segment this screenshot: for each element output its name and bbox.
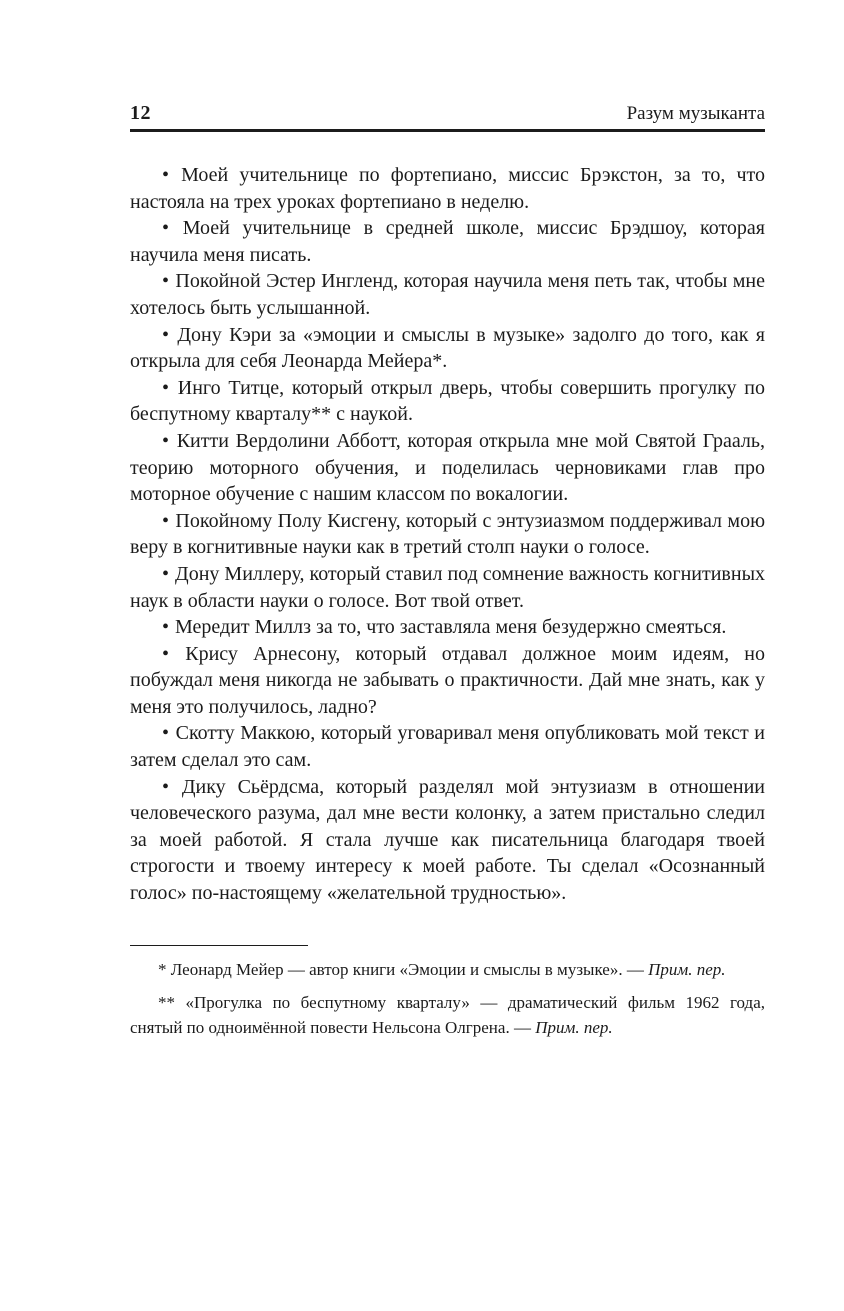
footnote-marker: * bbox=[158, 959, 167, 979]
dedication-text: Мередит Миллз за то, что заставляла меня безудержно смеяться. bbox=[175, 616, 727, 639]
bullet-icon: • bbox=[162, 775, 170, 798]
dedication-item bbox=[130, 268, 765, 321]
bullet-icon: • bbox=[162, 722, 170, 745]
bullet-icon: • bbox=[162, 164, 170, 186]
footnote bbox=[130, 958, 765, 983]
footnote-marker: ** bbox=[158, 993, 175, 1013]
dedication-item bbox=[130, 508, 765, 561]
dedication-text: Дику Сьёрдсма, который разделял мой энтузиазм в отношении человеческого разума, дал мне вести колонку, а затем пристально следил за моей работой. Я стала лучше как писательница благодаря твоей строгости и твоему интересу к моей работе. Ты сделал «Осознанный голос» по-настоящему «желательной трудностью». bbox=[130, 775, 765, 905]
page-header bbox=[130, 100, 765, 127]
dedication-item bbox=[130, 162, 765, 215]
dedication-text: Китти Вердолини Абботт, которая открыла мне мой Святой Грааль, теорию моторного обучения, и поделилась черновиками глав про моторное обучение с нашим классом по вокалогии. bbox=[130, 429, 766, 506]
bullet-icon: • bbox=[162, 429, 170, 452]
bullet-icon: • bbox=[162, 509, 170, 532]
page-number: 12 bbox=[130, 102, 151, 124]
dedication-text: Моей учительнице по фортепиано, миссис Брэкстон, за то, что настояла на трех уроках фортепиано в неделю. bbox=[130, 164, 766, 213]
bullet-icon: • bbox=[162, 562, 170, 585]
dedication-text: Покойному Полу Кисгену, который с энтузиазмом поддерживал мою веру в когнитивные науки как в третий столп науки о голосе. bbox=[130, 509, 766, 559]
dedication-item bbox=[130, 428, 765, 508]
footnote-attribution: Прим. пер. bbox=[648, 959, 726, 979]
bullet-icon: • bbox=[162, 217, 170, 240]
dedication-list bbox=[130, 162, 765, 907]
dedication-text: Дону Кэри за «эмоции и смыслы в музыке» задолго до того, как я открыла для себя Леонарда Мейера*. bbox=[130, 323, 765, 373]
dedication-item bbox=[130, 561, 765, 614]
dedication-item bbox=[130, 641, 765, 721]
bullet-icon: • bbox=[162, 323, 170, 346]
footnote bbox=[130, 991, 765, 1040]
footnote-text: «Прогулка по беспутному кварталу» — драматический фильм 1962 года, снятый по одноимённой повести Нельсона Олгрена. — bbox=[130, 993, 765, 1037]
dedication-text: Скотту Маккою, который уговаривал меня опубликовать мой текст и затем сделал это сам. bbox=[130, 722, 766, 772]
dedication-item bbox=[130, 774, 765, 907]
dedication-item bbox=[130, 375, 765, 428]
footnote-text: Леонард Мейер — автор книги «Эмоции и смыслы в музыке». — bbox=[170, 959, 644, 979]
running-title: Разум музыканта bbox=[626, 103, 765, 124]
dedication-text: Моей учительнице в средней школе, миссис Брэдшоу, которая научила меня писать. bbox=[130, 217, 765, 266]
dedication-text: Дону Миллеру, который ставил под сомнение важность когнитивных наук в области науки о голосе. Вот твой ответ. bbox=[130, 562, 766, 612]
bullet-icon: • bbox=[162, 616, 170, 639]
dedication-item bbox=[130, 322, 765, 375]
bullet-icon: • bbox=[162, 376, 170, 399]
footnote-attribution: Прим. пер. bbox=[535, 1017, 613, 1037]
footnotes-section bbox=[130, 945, 765, 1041]
footnote-rule bbox=[130, 945, 308, 946]
dedication-item bbox=[130, 215, 765, 268]
dedication-item bbox=[130, 614, 765, 641]
dedication-text: Крису Арнесону, который отдавал должное моим идеям, но побуждал меня никогда не забывать о практичности. Дай мне знать, как у меня это получилось, ладно? bbox=[130, 642, 766, 718]
header-rule bbox=[130, 129, 765, 132]
dedication-text: Покойной Эстер Ингленд, которая научила меня петь так, чтобы мне хотелось быть услышанной. bbox=[130, 270, 766, 319]
bullet-icon: • bbox=[162, 642, 170, 665]
dedication-item bbox=[130, 720, 765, 773]
dedication-text: Инго Титце, который открыл дверь, чтобы совершить прогулку по беспутному кварталу** с наукой. bbox=[130, 376, 765, 426]
bullet-icon: • bbox=[162, 270, 170, 293]
